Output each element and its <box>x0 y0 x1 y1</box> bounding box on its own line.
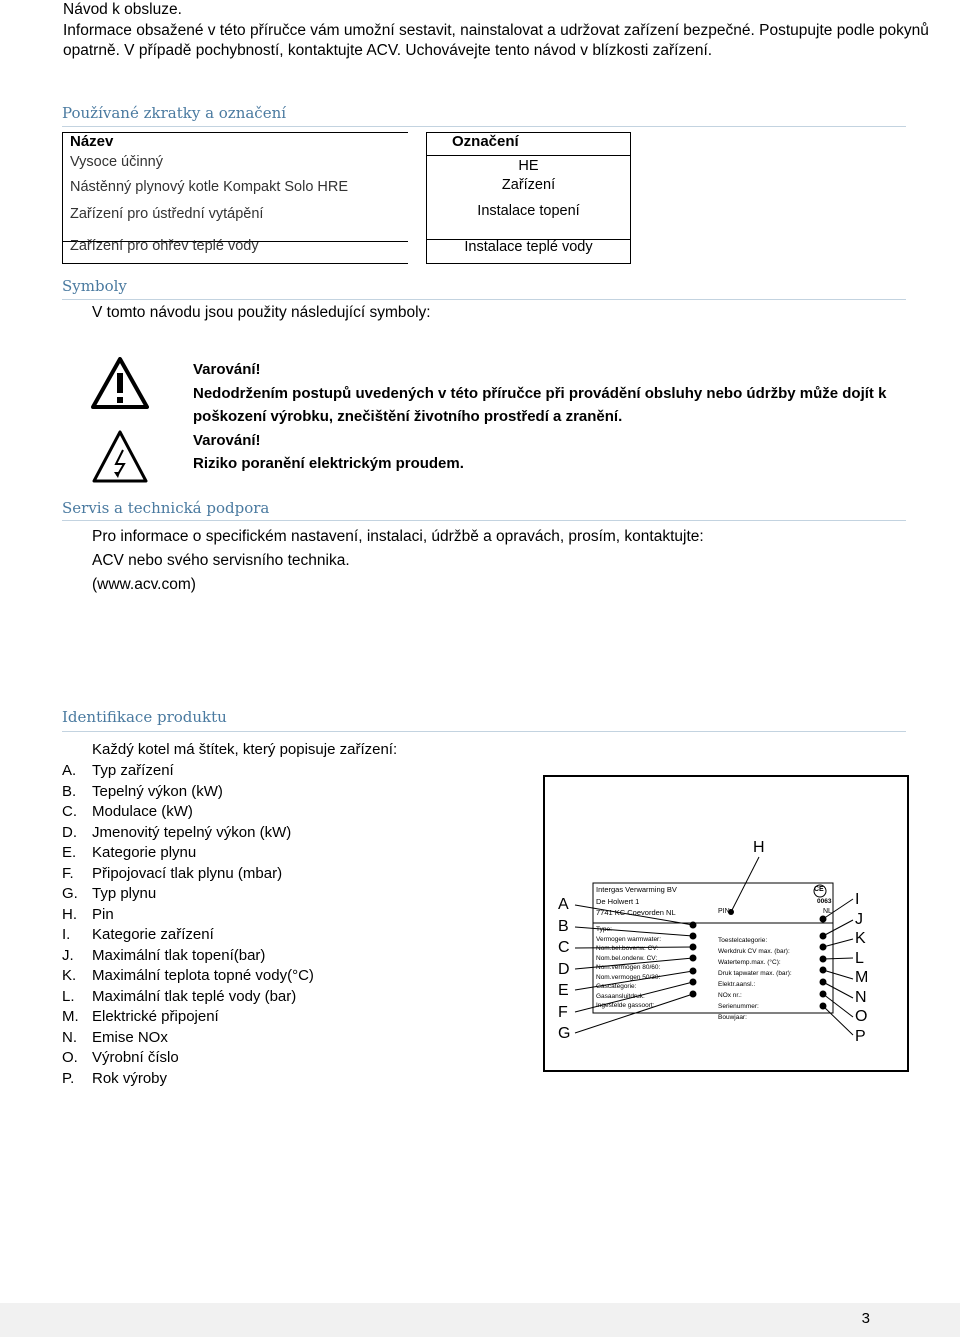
type-plate-svg <box>545 777 907 1070</box>
list-item: J. Maximální tlak topení(bar) <box>62 946 266 964</box>
abbr-heading-rule <box>62 126 906 127</box>
list-item: G. Typ plynu <box>62 885 157 902</box>
plate-ce: CE <box>814 886 824 893</box>
plate-street: De Holwert 1 <box>596 897 640 906</box>
service-text-3: (www.acv.com) <box>92 576 196 593</box>
abbr-col1-header: Název <box>70 133 114 150</box>
list-item: B. Tepelný výkon (kW) <box>62 782 223 800</box>
list-item: C. Modulace (kW) <box>62 803 193 820</box>
ident-intro: Každý kotel má štítek, který popisuje zařízení: <box>92 741 398 758</box>
intro-text <box>63 0 943 62</box>
abbr-row-name: Nástěnný plynový kotle Kompakt Solo HRE <box>70 179 349 195</box>
list-item: K. Maximální teplota topné vody(°C) <box>62 967 314 984</box>
plate-left-fields: Type: Vermogen warmwater: Nom.bel.bovenw. CV: Nom.bel.onderw. CV: Nom.vermogen 80/60: Nom.vermogen 50/30: Gascategorie: Gasaansluitdruk: Ingestelde gassoort: <box>596 926 662 1009</box>
warning-2-text: Riziko poranění elektrickým proudem. <box>193 455 464 472</box>
symbols-heading-rule <box>62 299 906 300</box>
callout-label-h: H <box>753 839 765 856</box>
electric-shock-icon <box>92 430 148 483</box>
service-heading-rule <box>62 520 906 521</box>
warnings-block <box>193 358 893 476</box>
intro-line-2: Informace obsažené v této příručce vám umožní sestavit, nainstalovat a udržovat zařízení bezpečné. Postupujte podle pokynů opatrně. V případě pochybností, kontaktujte ACV. Uchovávejte tento návod v blízkosti zařízení. <box>63 21 929 59</box>
intro-line-1: Návod k obsluze. <box>63 1 182 18</box>
abbr-col2-header: Označení <box>452 133 519 150</box>
abbr-row-name: Zařízení pro ústřední vytápění <box>70 206 264 222</box>
service-text-2: ACV nebo svého servisního technika. <box>92 552 350 569</box>
abbr-row-mark: Instalace teplé vody <box>464 239 593 255</box>
abbr-heading: Používané zkratky a označení <box>62 104 287 122</box>
list-item: F. Připojovací tlak plynu (mbar) <box>62 864 283 882</box>
symbols-intro: V tomto návodu jsou použity následující symboly: <box>92 304 431 321</box>
list-item: I. Kategorie zařízení <box>62 926 214 943</box>
service-text-1: Pro informace o specifickém nastavení, instalaci, údržbě a opravách, prosím, kontaktujte: <box>92 528 704 545</box>
list-item: P. Rok výroby <box>62 1069 168 1087</box>
abbr-row-name: Zařízení pro ohřev teplé vody <box>70 238 259 254</box>
plate-right-fields: Toestelcategorie: Werkdruk CV max. (bar): Watertemp.max. (°C): Druk tapwater max. (bar): Elektr.aansl.: NOx nr.: Serienummer: Bouwjaar: <box>718 937 792 1021</box>
plate-city: 7741 KC Coevorden NL <box>596 908 676 917</box>
list-item: L. Maximální tlak teplé vody (bar) <box>62 987 297 1005</box>
abbr-table <box>62 132 630 263</box>
plate-pin: PIN: <box>718 908 732 915</box>
warning-triangle-icon <box>91 357 149 409</box>
ident-list <box>62 761 314 1089</box>
plate-nl: NL <box>823 908 832 915</box>
abbr-row-mark: HE <box>518 158 539 174</box>
ident-heading-rule <box>62 731 906 732</box>
service-text <box>92 525 704 597</box>
page-number: 3 <box>861 1310 870 1327</box>
plate-ce-number: 0063 <box>817 898 832 905</box>
list-item: A. Typ zařízení <box>62 762 174 779</box>
abbr-row-name: Vysoce účinný <box>70 154 163 170</box>
list-item: M. Elektrické připojení <box>62 1008 219 1025</box>
type-plate-diagram <box>543 775 909 1072</box>
warning-2-title: Varování! <box>193 431 261 449</box>
callout-labels-left: A B C D E F G <box>558 896 571 1042</box>
list-item: N. Emise NOx <box>62 1028 168 1046</box>
service-heading: Servis a technická podpora <box>62 499 270 517</box>
plate-company: Intergas Verwarming BV <box>596 885 677 894</box>
symbols-heading: Symboly <box>62 277 127 295</box>
list-item: E. Kategorie plynu <box>62 844 197 861</box>
warning-1-text: Nedodržením postupů uvedených v této příručce při provádění obsluhy nebo údržby může dojít k poškození výrobku, znečištění životního prostředí a zranění. <box>193 384 887 425</box>
list-item: H. Pin <box>62 905 114 923</box>
ident-heading: Identifikace produktu <box>62 708 227 726</box>
warning-1-title: Varování! <box>193 361 261 378</box>
list-item: D. Jmenovitý tepelný výkon (kW) <box>62 823 292 841</box>
abbr-row-mark: Zařízení <box>501 177 556 193</box>
list-item: O. Výrobní číslo <box>62 1049 179 1066</box>
footer-bar <box>0 1303 960 1337</box>
callout-labels-right: I J K L M N O P <box>855 891 869 1045</box>
abbr-row-mark: Instalace topení <box>477 203 580 219</box>
